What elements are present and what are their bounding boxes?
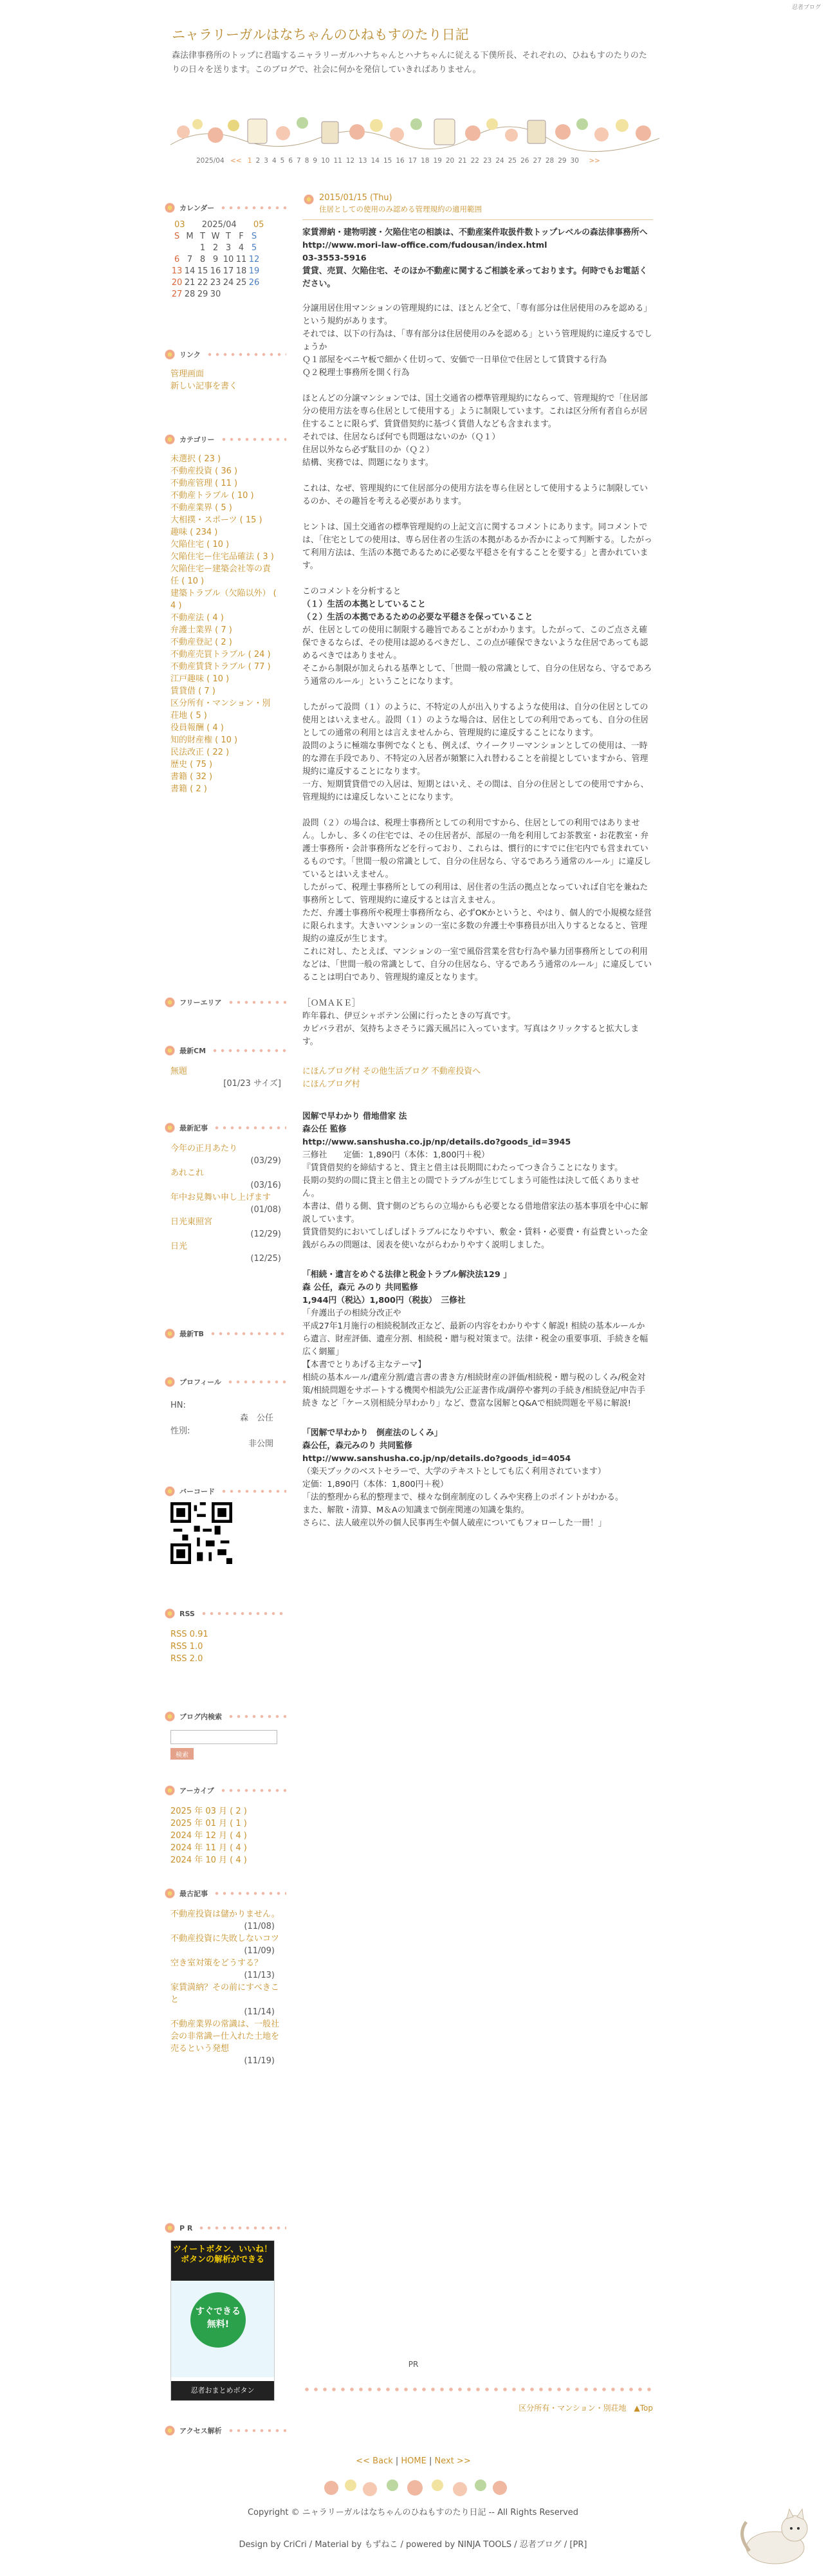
body-paragraph: したがって、税理士事務所としての利用は、居住者の生活の拠点となっていれば自宅を兼ねた事務所として、管理規約に違反するとは言えません。: [302, 883, 648, 905]
book-description: 本書は、借りる側、貸す側のどちらの立場からも必要となる借地借家法の基本事項を中心に解説しています。: [302, 1202, 648, 1224]
book-heading: 「相続・遺言をめぐる法律と税金トラブル解決法129 」: [302, 1270, 511, 1280]
flower-icon: [164, 2425, 176, 2436]
calendar-day: [170, 243, 183, 254]
calendar-weekday: F: [239, 232, 244, 241]
spacer: [302, 804, 653, 817]
book-description: また、解散・清算、M＆Aの知識まで倒産関連の知識を集約。: [302, 1505, 529, 1515]
calendar-bar-day[interactable]: 26: [520, 157, 529, 165]
pr-ad-banner[interactable]: [170, 2240, 275, 2401]
book-heading: 森公任，森元みのり 共同監修: [302, 1441, 412, 1451]
post-body: [302, 302, 653, 1049]
book-description: 定価：1,890円（本体：1,800円＋税）: [302, 1480, 448, 1489]
book-heading: 図解で早わかり 借地借家 法: [302, 1112, 407, 1121]
calendar-day[interactable]: 25: [235, 278, 247, 288]
block-title: アクセス解析: [179, 2427, 222, 2435]
calendar-day[interactable]: 7: [187, 255, 193, 264]
oldest-post-date: (11/14): [244, 2007, 275, 2017]
book-heading: 「図解で早わかり 倒産法のしくみ」: [302, 1428, 443, 1438]
calendar-bar-day[interactable]: 15: [383, 157, 392, 165]
link-new-post[interactable]: 新しい記事を書く: [170, 382, 238, 391]
latest-post-link[interactable]: あれこれ: [170, 1168, 205, 1178]
calendar-bar-day[interactable]: 18: [421, 157, 430, 165]
calendar-bar-day[interactable]: 14: [371, 157, 380, 165]
calendar-bar-day[interactable]: 9: [313, 157, 318, 165]
book-description: 「法的整理から私的整理まで、様々な倒産制度のしくみや実務上のポイントがわかる。: [302, 1493, 623, 1502]
book-description: 平成27年1月施行の相続税制改正など、最新の内容をわかりやすく解説! 相続の基本ルールから遺言、財産評価、遺産分割、相続税・贈与税対策まで。法律・税金の重要事項、手続きを幅広く網羅」: [302, 1321, 648, 1357]
footer-nav: << Back | HOME | Next >>: [356, 2456, 471, 2466]
calendar-bar-day[interactable]: 23: [482, 157, 492, 165]
calendar-day[interactable]: 13: [171, 266, 183, 276]
page-top-link[interactable]: ▲Top: [634, 2404, 653, 2413]
book-section: [302, 1110, 653, 1252]
latest-post-date: (12/25): [250, 1254, 281, 1264]
calendar-bar-day[interactable]: 12: [345, 157, 355, 165]
archive-link[interactable]: 2025 年 03 月 ( 2 ): [170, 1807, 247, 1816]
profile-hn-label: HN:: [170, 1401, 186, 1410]
rss-091-link[interactable]: RSS 0.91: [170, 1630, 208, 1639]
calendar-weekday: T: [200, 232, 205, 241]
calendar-day[interactable]: 21: [184, 278, 196, 288]
footer-credits[interactable]: Design by CriCri / Material by もずねこ / powered by NINJA TOOLS / 忍者ブログ / [PR]: [239, 2540, 587, 2550]
calendar-next-month[interactable]: 05: [253, 220, 264, 230]
rss-20-link[interactable]: RSS 2.0: [170, 1654, 203, 1664]
category-link[interactable]: 不動産管理 ( 11 ): [170, 479, 238, 488]
oldest-posts-block: [164, 1885, 286, 2067]
calendar-bar-day[interactable]: 13: [358, 157, 367, 165]
latest-tb-block: [164, 1325, 286, 1342]
category-link[interactable]: 区分所有・マンション・別荘地 ( 5 ): [170, 699, 271, 721]
category-link[interactable]: 不動産登記 ( 2 ): [170, 638, 232, 647]
calendar-day[interactable]: 6: [174, 255, 180, 264]
calendar-day[interactable]: 17: [223, 266, 234, 276]
intro-line: 03-3553-5916: [302, 253, 367, 263]
block-title: 最新CM: [179, 1047, 206, 1055]
calendar-bar-day[interactable]: 11: [333, 157, 342, 165]
body-paragraph: Ｑ１部屋をベニヤ板で細かく仕切って、安価で一日単位で住居として賃貸する行為: [302, 355, 607, 365]
category-link[interactable]: 趣味 ( 234 ): [170, 528, 218, 537]
body-paragraph: （２）生活の本拠であるための必要な平穏さを保っていること: [302, 612, 533, 622]
book-description: 相続の基本ルール/遺産分割/遺言書の書き方/相続財産の評価/相続税・贈与税のしくみ/税金対策/相続問題をサポートする機関や相談先/公正証書作成/調停や審判の手続き/相続登記/申告手続き など「ケース別相続分早わかり」など、豊富な図解とQ&Aで相続問題を平易に解説!: [302, 1373, 646, 1408]
calendar-day[interactable]: 30: [210, 290, 221, 299]
rss-block: [164, 1605, 286, 1665]
latest-post-date: (01/08): [250, 1205, 281, 1215]
archive-link[interactable]: 2024 年 11 月 ( 4 ): [170, 1843, 247, 1853]
latest-post-link[interactable]: 日光: [170, 1242, 188, 1251]
ninja-blog-badge[interactable]: 忍者ブログ: [791, 5, 821, 11]
book-description: 長期の契約の間に貸主と借主との間でトラブルが生じてしまう可能性は決して低くありません。: [302, 1176, 639, 1199]
calendar-day[interactable]: 11: [235, 255, 247, 264]
category-link[interactable]: 不動産法 ( 4 ): [170, 613, 224, 623]
block-title: プロフィール: [179, 1378, 221, 1386]
flower-icon: [164, 1486, 176, 1497]
post-title[interactable]: 住居としての使用のみ認める管理規約の適用範囲: [319, 205, 482, 214]
calendar-day: [183, 243, 196, 254]
block-title: P R: [179, 2223, 193, 2232]
calendar-bar-day[interactable]: 20: [445, 157, 455, 165]
block-title: カテゴリー: [179, 436, 215, 444]
spacer: [302, 573, 653, 585]
calendar-day[interactable]: 3: [225, 243, 232, 253]
block-title: アーカイブ: [179, 1787, 214, 1795]
body-paragraph: が、住居としての使用に制限する趣旨であることがわかります。したがって、このご点さえ確保できるならば、その使用は認めるべきだし、この点が確保できないような住居であっても認めるべきではありません。: [302, 625, 648, 661]
calendar-day[interactable]: 4: [238, 243, 244, 253]
body-paragraph: Ｑ２税理士事務所を開く行為: [302, 368, 410, 378]
block-title: リンク: [179, 351, 201, 359]
book-heading: 森 公任，森元 みのり 共同監修: [302, 1283, 418, 1293]
book-description: さらに、法人破産以外の個人民事再生や個人破産についてもフォローした一冊！」: [302, 1518, 607, 1528]
category-link[interactable]: 江戸趣味 ( 10 ): [170, 674, 230, 684]
flower-icon: [164, 1045, 176, 1056]
calendar-day[interactable]: 12: [248, 255, 260, 264]
flower-icon: [164, 1711, 176, 1722]
body-paragraph: そこから制限が加えられる基準として、「世間一般の常識として、自分の住居なら、守るであろう通常のルール」ということになります。: [302, 664, 652, 686]
archive-block: [164, 1782, 286, 1866]
calendar-bar-day[interactable]: 25: [508, 157, 517, 165]
flower-divider: [302, 2386, 653, 2393]
latest-post-link[interactable]: 年中お見舞い申し上げます: [170, 1193, 271, 1202]
book-description: 【本書でとりあげる主なテーマ】: [302, 1360, 426, 1370]
barcode-block: [164, 1483, 286, 1567]
oldest-post-date: (11/19): [244, 2056, 275, 2066]
pr-ad-headline: ツイートボタン、いいね！ボタンの解析ができる: [171, 2241, 274, 2281]
category-block: [164, 431, 286, 795]
block-title: 最新TB: [179, 1330, 204, 1338]
spacer: [302, 508, 653, 521]
body-paragraph: （１）生活の本拠としていること: [302, 600, 426, 609]
category-link[interactable]: 不動産売買トラブル ( 24 ): [170, 650, 271, 659]
calendar-bar-next[interactable]: >>: [589, 157, 600, 165]
flower-icon: [164, 1122, 176, 1134]
category-link[interactable]: 弁護士業界 ( 7 ): [170, 625, 232, 635]
latest-comments-block: [164, 1042, 286, 1090]
calendar-day[interactable]: 18: [235, 266, 247, 276]
qr-code-image: [170, 1502, 232, 1564]
spacer: [302, 470, 653, 483]
body-paragraph: 住居以外なら必ず駄目のか（Ｑ２）: [302, 445, 434, 455]
archive-link[interactable]: 2025 年 01 月 ( 1 ): [170, 1819, 247, 1828]
post-intro: [302, 226, 653, 291]
body-paragraph: 設問（２）の場合は、税理士事務所としての利用ですから、住居としての利用ではありません。しかし、多くの住宅では、その住居者が、部屋の一角を利用してお茶教室・お花教室・弁護士事務所・会計事務所などを行っており、これらは、慣行的にすでに住宅内でも営まれているものです。「世間一般の常識として、自分の住居なら、守るであろう通常のルール」に違反しているとはいえません。: [302, 818, 652, 879]
body-paragraph: カピバラ君が、気持ちよさそうに露天風呂に入っています。写真はクリックすると拡大します。: [302, 1024, 639, 1047]
body-paragraph: 分譲用居住用マンションの管理規約には、ほとんど全て、「専有部分は住居使用のみを認める」という規約があります。: [302, 304, 652, 326]
calendar-day[interactable]: 15: [197, 266, 208, 276]
block-title: バーコード: [179, 1487, 215, 1496]
latest-post-date: (12/29): [250, 1229, 281, 1239]
body-paragraph: ［ＯＭＡＫＥ］: [302, 998, 360, 1008]
book-description: （楽天ブックのベストセラーで、大学のテキストとしても広く利用されています）: [302, 1467, 606, 1477]
calendar-day[interactable]: 26: [248, 278, 260, 288]
category-link[interactable]: 知的財産権 ( 10 ): [170, 735, 238, 745]
access-block: [164, 2422, 286, 2439]
post-date: 2015/01/15 (Thu): [319, 193, 392, 203]
calendar-bar: [196, 157, 604, 165]
flower-icon: [302, 193, 315, 206]
calendar-day[interactable]: 9: [212, 255, 219, 264]
header-banner-illustration: [164, 100, 663, 155]
oldest-post-date: (11/09): [244, 1946, 275, 1956]
calendar-bar-month: 2025/04: [196, 157, 225, 165]
category-link[interactable]: 欠陥住宅ー住宅品確法 ( 3 ): [170, 552, 274, 562]
block-title: 最古記事: [179, 1890, 208, 1898]
intro-line: 賃貸、売買、欠陥住宅、そのほか不動産に関するご相談を承っております。何時でもお電話ください。: [302, 266, 648, 289]
calendar-day[interactable]: 2: [212, 243, 219, 253]
calendar-bar-day[interactable]: 1: [247, 157, 252, 165]
calendar-day[interactable]: 5: [251, 243, 257, 253]
cat-illustration: [730, 2483, 820, 2573]
pr-ad-badge: すぐできる 無料!: [190, 2292, 246, 2348]
site-description: 森法律事務所のトップに君臨するニャラリーガルハナちゃんとハナちゃんに従える下僕所長、それぞれの、ひねもすのたりのたりの日々を送ります。このブログで、社会に何かを発信していきればありません。: [172, 51, 647, 75]
footer-copyright: Copyright © ニャラリーガルはなちゃんのひねもすのたり日記 -- All Rights Reserved: [247, 2508, 579, 2517]
calendar-bar-day[interactable]: 5: [280, 157, 285, 165]
pr-ad-footer: 忍者おまとめボタン: [171, 2381, 274, 2400]
category-link[interactable]: 賃貸借 ( 7 ): [170, 686, 216, 696]
calendar-bar-day[interactable]: 24: [495, 157, 504, 165]
calendar-bar-day[interactable]: 7: [297, 157, 301, 165]
calendar-bar-day[interactable]: 6: [288, 157, 293, 165]
profile-block: [164, 1374, 286, 1451]
oldest-post-date: (11/13): [244, 1971, 275, 1980]
block-title: ブログ内検索: [179, 1713, 222, 1721]
book-heading: 1,944円（税込）1,800円（税抜） 三修社: [302, 1296, 466, 1305]
rss-10-link[interactable]: RSS 1.0: [170, 1642, 203, 1651]
flower-icon: [164, 1376, 176, 1388]
book-section: [302, 1427, 653, 1530]
category-link[interactable]: 欠陥住宅ー建築会社等の責任 ( 10 ): [170, 564, 271, 586]
flower-icon: [164, 349, 176, 360]
body-paragraph: ヒントは、国土交通省の標準管理規約の上記文言に関するコメントにあります。同コメントでは、「住宅としての使用は、専ら居住者の生活の本拠があるか否かによって判断する。したがって利用方法は、生活の本拠であるために必要な平穏さを有することを要する」と書かれています。: [302, 522, 652, 571]
calendar-day[interactable]: 1: [199, 243, 206, 253]
search-button[interactable]: 検索: [170, 1748, 194, 1760]
body-paragraph: それでは、住居ならば何でも問題はないのか（Ｑ１）: [302, 432, 500, 442]
book-description: 『賃貸借契約を締結すると、貸主と借主は長期間にわたってつき合うことになります。: [302, 1163, 623, 1173]
calendar-block: [164, 199, 286, 300]
body-paragraph: したがって設問（１）のように、不特定の人が出入りするような使用は、自分の住居としての使用とはいえません。設問（１）のような場合は、居住としての利用であっても、自分の住居としての通常の利用とは言えませんから、管理規約に違反することになります。: [302, 703, 649, 738]
body-paragraph: このコメントを分析すると: [302, 587, 401, 596]
calendar-bar-day[interactable]: 22: [470, 157, 479, 165]
calendar-day[interactable]: 19: [248, 266, 260, 276]
free-area-block: [164, 994, 286, 1011]
calendar-day[interactable]: 23: [210, 278, 221, 288]
calendar-day: [248, 289, 261, 300]
body-paragraph: それでは、以下の行為は、「専有部分は住居使用のみを認める」という管理規約に違反するでしょうか: [302, 329, 652, 352]
category-link[interactable]: 大相撲・スポーツ ( 15 ): [170, 515, 262, 525]
calendar-day[interactable]: 29: [197, 290, 208, 299]
blog-village-link[interactable]: にほんブログ村 その他生活ブログ 不動産投資へ: [302, 1067, 481, 1076]
profile-hn-value: 森 公任: [239, 1413, 273, 1423]
calendar-day[interactable]: 27: [171, 290, 183, 299]
body-paragraph: ただ、弁護士事務所や税理士事務所なら、必ずOKかというと、やはり、個人的で小規模な経営に限られます。大きいマンションの一室に多数の弁護士や事務員が出入りするとなると、管理規約の違反が生じます。: [302, 908, 652, 944]
oldest-post-link[interactable]: 不動産投資は儲かりません。: [170, 1909, 280, 1919]
calendar-bar-day[interactable]: 2: [255, 157, 261, 165]
body-paragraph: これに対し、たとえば、マンションの一室で風俗営業を営む行為や暴力団事務所としての利用などは、「世間一般の常識として、自分の住居なら、守るであろう通常のルール」に違反していることは明白であり、管理規約違反となります。: [302, 947, 652, 982]
flower-icon: [164, 1608, 176, 1619]
post-category-link[interactable]: 区分所有・マンション・別荘地: [519, 2404, 627, 2413]
category-link[interactable]: 民法改正 ( 22 ): [170, 748, 230, 757]
intro-line: 家賃滞納・建物明渡・欠陥住宅の相談は、不動産案件取扱件数トップレベルの森法律事務所へ: [302, 228, 648, 237]
calendar-day[interactable]: 8: [199, 255, 206, 264]
site-title[interactable]: ニャラリーガルはなちゃんのひねもすのたり日記: [172, 27, 469, 42]
pr-label[interactable]: PR: [408, 2360, 419, 2369]
flower-icon: [164, 1888, 176, 1899]
body-paragraph: 設問のように極端な事例でなくとも、例えば、ウイークリーマンションとしての使用は、一時的な滞在手段であり、不特定の入居者が頻繁に入れ替わることを前提としていますから、管理規約に違反することになります。: [302, 741, 648, 777]
nav-back-link[interactable]: << Back: [356, 2456, 393, 2466]
archive-link[interactable]: 2024 年 10 月 ( 4 ): [170, 1855, 247, 1865]
category-link[interactable]: 歴史 ( 75 ): [170, 760, 213, 769]
book-description: 三修社 定価：1,890円（本体：1,800円＋税）: [302, 1150, 490, 1160]
body-paragraph: ほとんどの分譲マンションでは、国土交通省の標準管理規約にならって、管理規約で「住居部分の使用方法を専ら住居として使用する」ように制限しています。これは区分所有者自らが居住することに限らず、賃貸借契約に基づく賃借人なども含まれます。: [302, 394, 648, 429]
body-paragraph: 一方、短期賃貸借での入居は、短期とはいえ、その間は、自分の住居としての使用ですから、管理規約には違反しないことになります。: [302, 780, 649, 802]
latest-comment-date: [01/23 サイズ]: [223, 1079, 281, 1089]
flower-icon: [164, 1785, 176, 1796]
spacer: [302, 688, 653, 701]
calendar-bar-day[interactable]: 27: [533, 157, 542, 165]
book-url-link[interactable]: http://www.sanshusha.co.jp/np/details.do?goods_id=4054: [302, 1454, 571, 1464]
category-link[interactable]: 不動産トラブル ( 10 ): [170, 491, 254, 501]
calendar-bar-day[interactable]: 3: [264, 157, 268, 165]
latest-posts-block: [164, 1119, 286, 1265]
body-paragraph: これは、なぜ、管理規約にて住居部分の使用方法を専ら住居として使用するように制限しているのか、その趣旨を考える必要があります。: [302, 484, 648, 506]
calendar-day[interactable]: 16: [210, 266, 221, 276]
block-title: フリーエリア: [179, 998, 222, 1007]
block-title: RSS: [179, 1609, 195, 1618]
calendar-weekday: W: [211, 232, 220, 241]
calendar-day: [222, 289, 235, 300]
calendar-current-month: 2025/04: [201, 220, 237, 230]
links-block: [164, 346, 286, 392]
search-block: [164, 1708, 286, 1760]
block-title: 最新記事: [179, 1124, 208, 1132]
calendar-day[interactable]: 10: [223, 255, 234, 264]
category-link[interactable]: 欠陥住宅 ( 10 ): [170, 540, 230, 549]
latest-comment-item[interactable]: 無題: [170, 1067, 188, 1076]
blog-village-banner[interactable]: [302, 1065, 653, 1091]
flower-icon: [164, 997, 176, 1008]
calendar-day: [235, 289, 248, 300]
profile-gender-value: 非公開: [248, 1439, 273, 1449]
flower-icon: [164, 1328, 176, 1339]
category-link[interactable]: 書籍 ( 2 ): [170, 784, 207, 794]
calendar-bar-prev[interactable]: <<: [230, 157, 242, 165]
calendar-bar-day[interactable]: 30: [570, 157, 579, 165]
category-link[interactable]: 不動産投資 ( 36 ): [170, 466, 238, 476]
nav-home-link[interactable]: HOME: [401, 2456, 427, 2466]
body-paragraph: 昨年暮れ、伊豆シャボテン公園に行ったときの写真です。: [302, 1011, 516, 1021]
calendar-bar-day[interactable]: 21: [458, 157, 467, 165]
body-paragraph: 結構、実務では、問題になります。: [302, 458, 434, 468]
block-title: カレンダー: [179, 204, 215, 212]
oldest-post-link[interactable]: 空き室対策をどうする？: [170, 1958, 263, 1968]
calendar-bar-day[interactable]: 10: [321, 157, 330, 165]
latest-post-date: (03/16): [250, 1181, 281, 1190]
intro-url-link[interactable]: http://www.mori-law-office.com/fudousan/index.html: [302, 241, 547, 250]
flower-icon: [164, 2222, 176, 2234]
oldest-post-link[interactable]: 不動産業界の常識は、一般社会の非常識ー仕入れた土地を売るという発想: [170, 2019, 280, 2054]
calendar-day[interactable]: 24: [223, 278, 234, 288]
latest-post-date: (03/29): [250, 1156, 281, 1166]
spacer: [302, 380, 653, 392]
oldest-post-date: (11/08): [244, 1922, 275, 1931]
calendar-table: [170, 231, 261, 300]
calendar-day[interactable]: 22: [197, 278, 208, 288]
spacer: [302, 984, 653, 997]
calendar-weekday: S: [251, 232, 257, 241]
search-input[interactable]: [170, 1730, 277, 1744]
calendar-bar-day[interactable]: 19: [433, 157, 442, 165]
profile-gender-label: 性別:: [170, 1426, 190, 1436]
calendar-bar-day[interactable]: 29: [558, 157, 567, 165]
oldest-post-link[interactable]: 不動産投資に失敗しないコツ: [170, 1934, 280, 1944]
calendar-prev-month[interactable]: 03: [174, 220, 185, 230]
book-section: [302, 1269, 653, 1410]
book-description: 賃貸借契約においてしばしばトラブルになりやすい、敷金・賃料・必要費・有益費といった金銭がらみの問題は、図表を使いながらわかりやすく説明しました。: [302, 1228, 648, 1250]
latest-post-link[interactable]: 今年の正月あたり: [170, 1144, 238, 1154]
category-link[interactable]: 役員報酬 ( 4 ): [170, 723, 224, 733]
oldest-post-link[interactable]: 家賃満納？その前にすべきこと: [170, 1983, 279, 2005]
calendar-day[interactable]: 14: [184, 266, 196, 276]
calendar-bar-day[interactable]: 16: [396, 157, 405, 165]
nav-next-link[interactable]: Next >>: [434, 2456, 471, 2466]
calendar-bar-day[interactable]: 17: [408, 157, 418, 165]
calendar-day[interactable]: 20: [171, 278, 183, 288]
calendar-bar-day[interactable]: 28: [545, 157, 555, 165]
latest-post-link[interactable]: 日光東照宮: [170, 1217, 213, 1227]
calendar-day[interactable]: 28: [184, 290, 196, 299]
book-description: 「弁護出子の相続分改正や: [302, 1309, 401, 1318]
calendar-weekday: S: [174, 232, 180, 241]
book-url-link[interactable]: http://www.sanshusha.co.jp/np/details.do?goods_id=3945: [302, 1137, 571, 1147]
link-admin[interactable]: 管理画面: [170, 369, 205, 379]
calendar-weekday: M: [186, 232, 194, 241]
flower-icon: [164, 202, 176, 214]
calendar-bar-day[interactable]: 4: [271, 157, 277, 165]
blog-village-sub[interactable]: にほんブログ村: [302, 1080, 360, 1089]
category-link[interactable]: 建築トラブル（欠陥以外） ( 4 ): [170, 589, 277, 611]
category-link[interactable]: 未選択 ( 23 ): [170, 454, 221, 464]
category-link[interactable]: 不動産業界 ( 5 ): [170, 503, 232, 513]
archive-link[interactable]: 2024 年 12 月 ( 4 ): [170, 1831, 247, 1841]
pr-block: [164, 2220, 286, 2401]
footer-flower-illustration: [312, 2474, 518, 2499]
calendar-bar-day[interactable]: 8: [304, 157, 309, 165]
main-content: [302, 193, 653, 1547]
category-link[interactable]: 書籍 ( 32 ): [170, 772, 213, 782]
calendar-weekday: T: [226, 232, 231, 241]
flower-icon: [164, 434, 176, 445]
category-link[interactable]: 不動産賃貸トラブル ( 77 ): [170, 662, 271, 672]
book-heading: 森公任 監修: [302, 1125, 347, 1134]
